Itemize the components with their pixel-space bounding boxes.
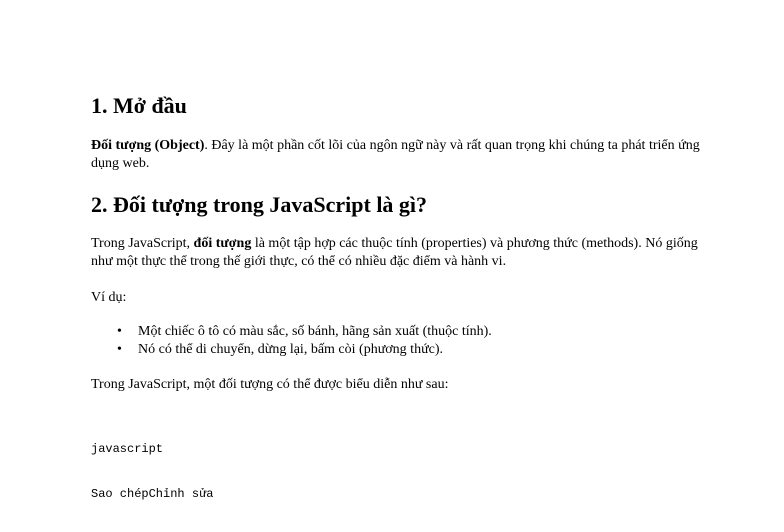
section-heading-objects: 2. Đối tượng trong JavaScript là gì? <box>91 192 428 217</box>
definition-bold-term: đối tượng <box>193 236 252 251</box>
code-language-label: javascript <box>91 442 164 456</box>
section-heading-intro: 1. Mở đầu <box>91 93 187 118</box>
definition-paragraph <box>91 235 711 271</box>
intro-text: . Đây là một phần cốt lõi của ngôn ngữ này và rất quan trọng khi chúng ta phát triển ứng dụng web. <box>91 138 700 171</box>
definition-text-before: Trong JavaScript, <box>91 236 194 251</box>
bullet-icon: • <box>117 324 122 339</box>
code-block-header <box>91 412 213 532</box>
intro-bold-term: Đối tượng (Object) <box>91 138 205 153</box>
example-label: Ví dụ: <box>91 290 127 305</box>
bullet-icon: • <box>117 342 122 357</box>
intro-paragraph <box>91 137 711 173</box>
list-item <box>91 341 711 359</box>
copy-edit-label[interactable]: Sao chépChỉnh sửa <box>91 487 214 501</box>
list-item-text: Một chiếc ô tô có màu sắc, số bánh, hãng sản xuất (thuộc tính). <box>138 324 492 339</box>
representation-paragraph: Trong JavaScript, một đối tượng có thể được biểu diễn như sau: <box>91 377 449 392</box>
list-item <box>91 323 711 341</box>
definition-text-after: là một tập hợp các thuộc tính (properties) và phương thức (methods). Nó giống như một thực thể trong thế giới thực, có thể có nhiều đặc điểm và hành vi. <box>91 236 698 269</box>
example-list <box>91 323 711 359</box>
list-item-text: Nó có thể di chuyển, dừng lại, bấm còi (phương thức). <box>138 342 444 357</box>
